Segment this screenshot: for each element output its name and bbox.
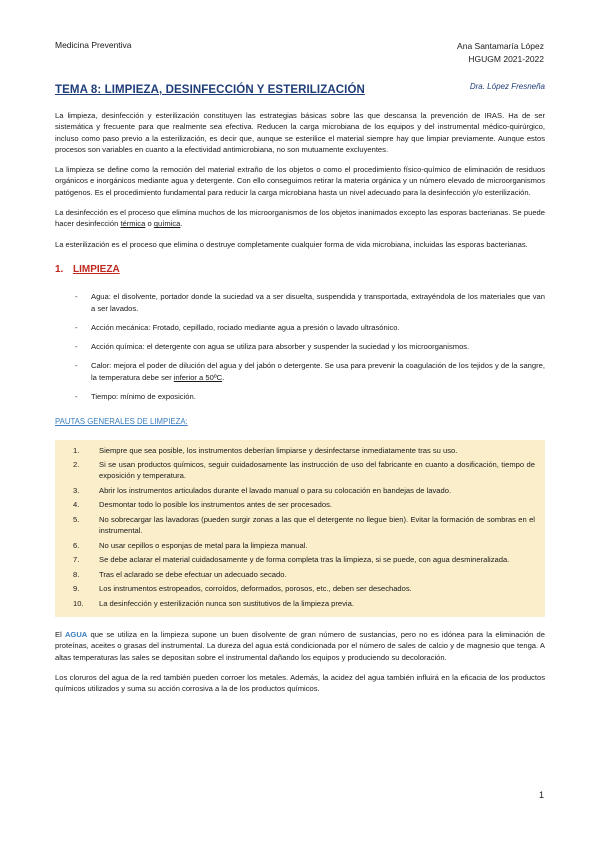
header-course: Medicina Preventiva — [55, 40, 132, 50]
pauta-text: Desmontar todo lo posible los instrumentos antes de ser procesados. — [99, 500, 332, 510]
pauta-item — [73, 445, 535, 456]
pauta-item — [73, 499, 535, 510]
pauta-number: 6. — [73, 540, 80, 550]
list-item-agua: - Agua: el disolvente, portador donde la suciedad va a ser disuelta, suspendida y transportada, extrayéndola de los materiales que van a ser lavados. — [75, 291, 545, 314]
header-right — [457, 40, 544, 66]
term-termica: térmica — [120, 219, 146, 229]
pauta-number: 9. — [73, 584, 80, 594]
pauta-item — [73, 459, 535, 482]
pauta-item — [73, 540, 535, 551]
page-number: 1 — [538, 790, 544, 800]
pauta-item — [73, 569, 535, 580]
document-body — [55, 110, 545, 704]
pauta-item — [73, 598, 535, 609]
pauta-text: Siempre que sea posible, los instrumentos deberían limpiarse y desinfectarse inmediatamente tras su uso. — [99, 445, 458, 455]
calor-text: Calor: mejora el poder de dilución del agua y del jabón o detergente. Se usa para prevenir la coagulación de los tejidos y de la sangre, la temperatura debe ser — [91, 361, 545, 382]
pauta-number: 8. — [73, 569, 80, 579]
header-student: Ana Santamaría López — [457, 41, 544, 51]
list-item-accion-quimica: - Acción química: el detergente con agua se utiliza para absorber y suspender la suciedad y los microorganismos. — [75, 341, 545, 352]
pauta-item — [73, 583, 535, 594]
pauta-number: 10. — [73, 598, 84, 608]
section-heading-limpieza — [55, 264, 545, 275]
pauta-number: 4. — [73, 500, 80, 510]
calor-temperature: inferior a 50ºC — [173, 372, 223, 382]
limpieza-definition: La limpieza se define como la remoción del material extraño de los objetos o como el procedimiento físico-químico de eliminación de residuos orgánicos e inorgánicos mediante agua y detergente. Con ello conseguimos retirar la materia orgánica y un número elevado de microorganismos patógenos. Es el procedimiento fundamental para reducir la carga microbiana hasta un nivel adecuado para la desinfección y/o esterilización. — [55, 165, 545, 197]
pautas-heading: PAUTAS GENERALES DE LIMPIEZA: — [55, 417, 188, 427]
pauta-number: 2. — [73, 460, 80, 470]
pauta-text: Se debe aclarar el material cuidadosamente y de forma completa tras la limpieza, si se puede, con agua desmineralizada. — [99, 555, 510, 565]
pauta-number: 1. — [73, 445, 80, 455]
calor-end: . — [222, 372, 225, 382]
agua-keyword: AGUA — [64, 630, 88, 640]
term-quimica: química — [153, 219, 181, 229]
list-item-tiempo: - Tiempo: mínimo de exposición. — [75, 391, 545, 402]
section-number: 1. — [55, 263, 64, 275]
pauta-item — [73, 485, 535, 496]
desinfeccion-definition — [55, 207, 545, 230]
author: Dra. López Fresneña — [469, 82, 545, 91]
pauta-text: La desinfección y esterilización nunca son sustitutivos de la limpieza previa. — [99, 598, 354, 608]
pauta-text: Tras el aclarado se debe efectuar un adecuado secado. — [99, 569, 287, 579]
agua-paragraph — [55, 629, 545, 663]
cloruros-paragraph: Los cloruros del agua de la red también pueden corroer los metales. Además, la acidez del agua también influirá en la eficacia de los productos químicos utilizados y suma su acción corrosiva a la de los productos químicos. — [55, 672, 545, 694]
desinfeccion-end: . — [180, 219, 183, 229]
pauta-number: 7. — [73, 555, 80, 565]
pauta-number: 5. — [73, 514, 80, 524]
esterilizacion-definition: La esterilización es el proceso que elimina o destruye completamente cualquier forma de vida microbiana, incluidas las esporas bacterianas. — [55, 239, 528, 249]
section-label: LIMPIEZA — [73, 263, 120, 275]
desinfeccion-connector: o — [145, 219, 154, 229]
agua-rest: que se utiliza en la limpieza supone un buen disolvente de gran número de sustancias, pero no es idónea para la eliminación de proteínas, aceites o grasas del instrumental. La dureza del agua está condicionada por el número de sales de calcio y de magnesio que tenga. A altas temperaturas las sales se depositan sobre el instrumental dañando los equipos y produciendo su decoloración. — [55, 630, 545, 662]
pautas-box — [55, 440, 545, 617]
pauta-text: Los instrumentos estropeados, corroídos, deformados, porosos, etc., deben ser desechados. — [99, 584, 412, 594]
pauta-item — [73, 514, 535, 537]
pauta-text: Si se usan productos químicos, seguir cuidadosamente las instrucción de uso del fabricante en cuanto a dosificación, tiempo de exposición y temperatura. — [99, 460, 535, 481]
page-title: TEMA 8: LIMPIEZA, DESINFECCIÓN Y ESTERILIZACIÓN — [55, 84, 365, 96]
pauta-number: 3. — [73, 485, 80, 495]
agua-start: El — [55, 630, 65, 640]
pauta-text: No usar cepillos o esponjas de metal para la limpieza manual. — [99, 540, 308, 550]
pauta-text: No sobrecargar las lavadoras (pueden surgir zonas a las que el detergente no llegue bien). Evitar la formación de sombras en el instrumental. — [99, 514, 535, 536]
pauta-item — [73, 554, 535, 565]
list-item-accion-mecanica: - Acción mecánica: Frotado, cepillado, rociado mediante agua a presión o lavado ultrasónico. — [75, 322, 545, 333]
limpieza-factors-list — [75, 291, 545, 402]
pautas-list — [73, 445, 535, 609]
list-item-calor — [75, 360, 545, 383]
intro-paragraph: La limpieza, desinfección y esterilización constituyen las estrategias básicas sobre las que descansa la prevención de IRAS. Ha de ser sistemática y frecuente para que realmente sea efectiva. Reducen la carga microbiana de los equipos y del instrumental médico-quirúrgico, incluso como paso previo a la esterilización, es decir que, aunque se esterilice el material siempre hay que limpiar previamente. Aunque estos procesos son variables en cuanto a la efectividad antimicrobiana, no son mutuamente excluyentes. — [55, 111, 545, 154]
header-hospital-year: HGUGM 2021-2022 — [468, 54, 544, 64]
title-row — [55, 80, 545, 98]
pauta-text: Abrir los instrumentos articulados durante el lavado manual o para su colocación en bandejas de lavado. — [99, 485, 452, 495]
desinfeccion-text: La desinfección es el proceso que elimina muchos de los microorganismos de los objetos inanimados excepto las esporas bacterianas. Se puede hacer desinfección — [55, 208, 545, 229]
